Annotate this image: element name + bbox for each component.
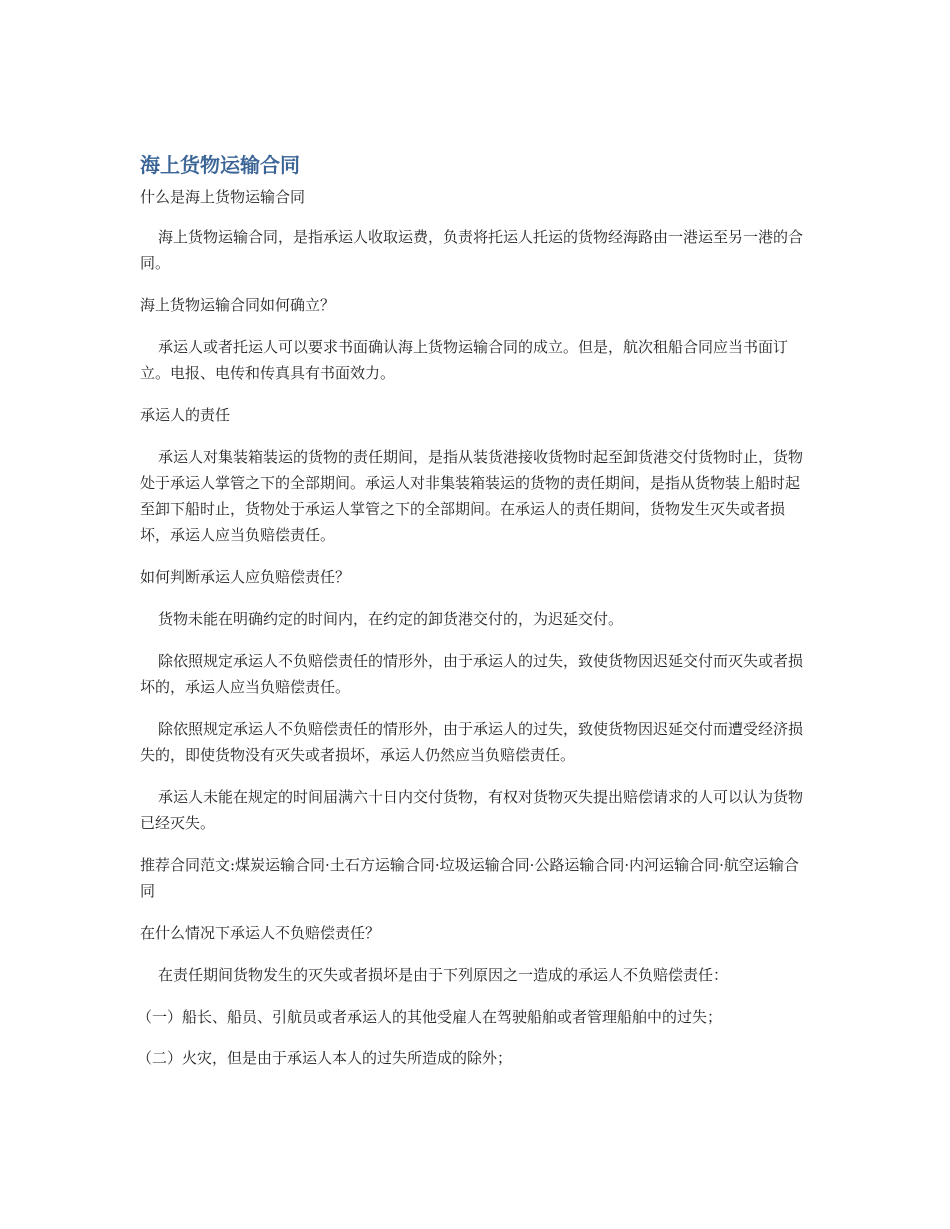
- list-item: （二）火灾，但是由于承运人本人的过失所造成的除外；: [137, 1049, 513, 1067]
- section-heading: 承运人的责任: [140, 406, 231, 424]
- section-heading: 在什么情况下承运人不负赔偿责任？: [140, 924, 381, 942]
- paragraph: 承运人对集装箱装运的货物的责任期间，是指从装货港接收货物时起至卸货港交付货物时止，货物处于承运人掌管之下的全部期间。承运人对非集装箱装运的货物的责任期间，是指从货物装上船时起至卸下船时止，货物处于承运人掌管之下的全部期间。在承运人的责任期间，货物发生灭失或者损坏，承运人应当负赔偿责任。: [140, 448, 804, 544]
- section-heading: 什么是海上货物运输合同: [140, 188, 306, 206]
- list-item: （一）船长、船员、引航员或者承运人的其他受雇人在驾驶船舶或者管理船舶中的过失；: [137, 1008, 723, 1026]
- paragraph: 海上货物运输合同，是指承运人收取运费，负责将托运人托运的货物经海路由一港运至另一港的合同。: [140, 228, 804, 272]
- paragraph: 承运人或者托运人可以要求书面确认海上货物运输合同的成立。但是，航次租船合同应当书面订立。电报、电传和传真具有书面效力。: [140, 338, 789, 382]
- paragraph: 在责任期间货物发生的灭失或者损坏是由于下列原因之一造成的承运人不负赔偿责任：: [158, 966, 729, 984]
- document-page: [137, 152, 810, 1086]
- section-heading: 如何判断承运人应负赔偿责任？: [140, 568, 351, 586]
- paragraph: 货物未能在明确约定的时间内，在约定的卸货港交付的，为迟延交付。: [158, 610, 624, 628]
- paragraph: 除依照规定承运人不负赔偿责任的情形外，由于承运人的过失，致使货物因迟延交付而遭受经济损失的，即使货物没有灭失或者损坏，承运人仍然应当负赔偿责任。: [140, 720, 804, 764]
- section-heading: 海上货物运输合同如何确立？: [140, 296, 336, 314]
- document-title: 海上货物运输合同: [140, 153, 300, 177]
- paragraph: 承运人未能在规定的时间届满六十日内交付货物，有权对货物灭失提出赔偿请求的人可以认为货物已经灭失。: [140, 788, 804, 832]
- paragraph: 除依照规定承运人不负赔偿责任的情形外，由于承运人的过失，致使货物因迟延交付而灭失或者损坏的，承运人应当负赔偿责任。: [140, 652, 804, 696]
- recommended-contracts: 推荐合同范文:煤炭运输合同·土石方运输合同·垃圾运输合同·公路运输合同·内河运输合同·航空运输合同: [140, 856, 799, 900]
